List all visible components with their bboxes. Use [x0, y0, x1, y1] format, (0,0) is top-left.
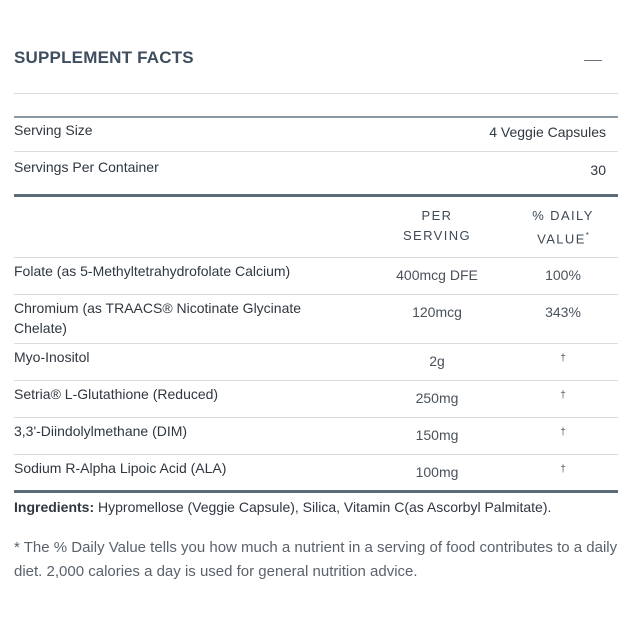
divider — [14, 454, 618, 455]
ingredients-text — [14, 497, 624, 517]
divider — [14, 116, 618, 118]
nutrient-amount: 100mg — [415, 464, 459, 480]
nutrient-daily-value: † — [560, 353, 566, 364]
divider — [14, 417, 618, 418]
column-header-per-serving — [372, 206, 502, 246]
ingredients-list: Hypromellose (Veggie Capsule), Silica, Vitamin C(as Ascorbyl Palmitate). — [94, 499, 552, 515]
nutrient-daily-value: † — [560, 390, 566, 401]
nutrient-amount: 150mg — [415, 427, 459, 443]
nutrient-amount: 400mcg DFE — [396, 267, 478, 283]
serving-size-label: Serving Size — [14, 122, 93, 138]
column-header-line: VALUE — [537, 231, 586, 247]
nutrient-name: Myo-Inositol — [14, 349, 90, 365]
nutrient-name: Sodium R-Alpha Lipoic Acid (ALA) — [14, 460, 227, 476]
column-header-line: PER — [421, 208, 453, 223]
nutrient-name: 3,3'-Diindolylmethane (DIM) — [14, 423, 188, 439]
column-header-daily-value — [488, 206, 638, 249]
nutrient-amount: 120mcg — [412, 304, 462, 320]
serving-size-value: 4 Veggie Capsules — [489, 124, 606, 140]
divider — [14, 93, 618, 94]
nutrient-name: Chromium (as TRAACS® Nicotinate Glycinate Chelate) — [14, 300, 302, 336]
divider — [14, 380, 618, 381]
nutrient-daily-value: 343% — [545, 304, 581, 320]
servings-per-container-label: Servings Per Container — [14, 159, 159, 175]
section-header[interactable] — [14, 48, 618, 74]
servings-per-container-value: 30 — [590, 162, 606, 178]
minus-icon — [584, 60, 602, 61]
nutrient-amount: 250mg — [415, 390, 459, 406]
nutrient-name: Folate (as 5-Methyltetrahydrofolate Calcium) — [14, 263, 291, 279]
nutrient-daily-value: † — [560, 427, 566, 438]
divider-thick — [14, 194, 618, 197]
divider — [14, 343, 618, 344]
daily-value-footnote: * The % Daily Value tells you how much a nutrient in a serving of food contributes to a daily diet. 2,000 calories a day is used for general nutrition advice. — [14, 539, 618, 580]
nutrient-name: Setria® L-Glutathione (Reduced) — [14, 386, 219, 402]
nutrient-amount: 2g — [429, 353, 445, 369]
collapse-button[interactable] — [582, 50, 606, 70]
divider — [14, 257, 618, 258]
column-header-line: SERVING — [402, 228, 472, 243]
daily-value-asterisk: * — [585, 231, 589, 240]
nutrient-daily-value: † — [560, 464, 566, 475]
divider-thick — [14, 490, 618, 493]
divider — [14, 151, 618, 152]
column-header-line: % DAILY — [532, 208, 594, 223]
divider — [14, 294, 618, 295]
ingredients-label: Ingredients: — [14, 499, 95, 515]
section-title: SUPPLEMENT FACTS — [14, 48, 194, 67]
nutrient-daily-value: 100% — [545, 267, 581, 283]
